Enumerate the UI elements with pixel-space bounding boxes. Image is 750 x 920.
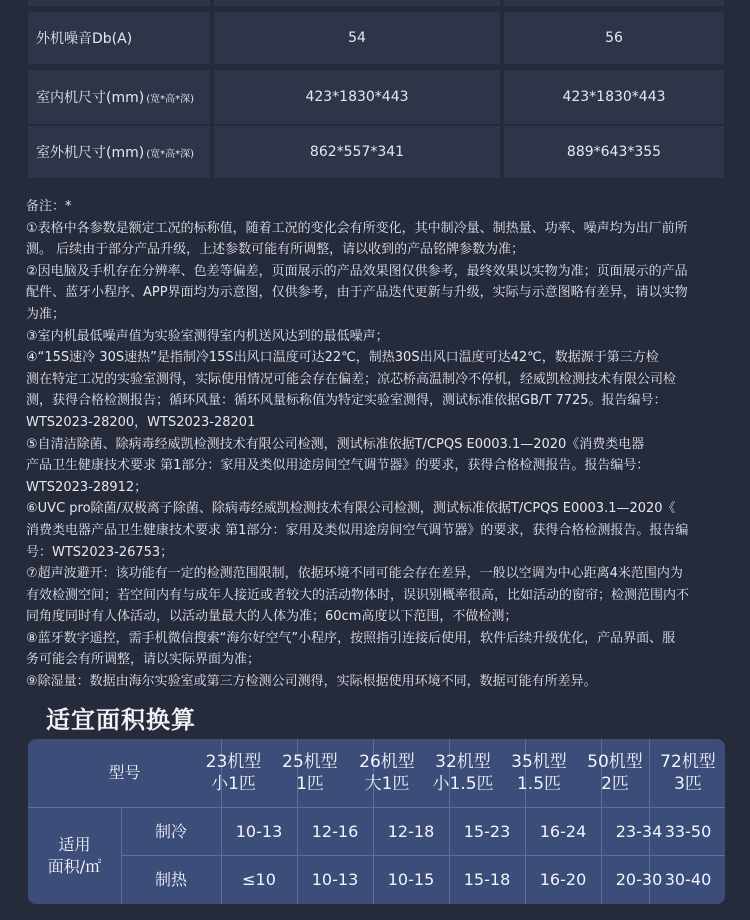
spec-label-unit: (宽*高*深) (146, 148, 195, 160)
spec-value-1 (214, 0, 500, 6)
note-line: ⑨除湿量：数据由海尔实验室或第三方检测公司测得，实际根据使用环境不同，数据可能有所差异。 (26, 674, 597, 690)
area-group-label-line2: 面积/㎡ (47, 857, 102, 876)
cooling-value: 12-16 (311, 821, 359, 841)
note-line: 有效检测空间；若空间内有与成年人接近或者较大的活动物体时，误识别概率很高，比如活动的窗帘；检测范围内不 (26, 587, 690, 603)
spec-label-text: 室外机尺寸(mm) (36, 145, 145, 161)
model-name: 26机型 (359, 752, 415, 772)
note-line: ②因电脑及手机存在分辨率、色差等偏差，页面展示的产品效果图仅供参考，最终效果以实物为准；页面展示的产品 (26, 263, 688, 279)
heating-value: 15-18 (463, 870, 511, 889)
model-header-cell (651, 739, 725, 807)
spec-label (28, 0, 210, 6)
note-line: 同角度同时有人体活动，以活动量最大的人体为准；60cm高度以下范围，不做检测； (26, 609, 518, 625)
note-line: ③室内机最低噪声值为实验室测得室内机送风达到的最低噪声； (26, 328, 389, 344)
model-name: 50机型 (587, 752, 643, 772)
model-power: 大1匹 (364, 774, 410, 794)
model-header-cell (576, 739, 654, 807)
note-line: WTS2023-28912； (26, 479, 148, 495)
heating-value: 20-30 (615, 870, 663, 889)
cooling-value: 10-13 (235, 821, 283, 841)
spec-value-1: 54 (214, 12, 500, 64)
model-header-cell (500, 739, 578, 807)
model-power: 3匹 (674, 774, 702, 794)
heating-value: 10-15 (387, 870, 435, 889)
model-power: 2匹 (601, 774, 629, 794)
note-line: ①表格中各参数是额定工况的标称值，随着工况的变化会有所变化，其中制冷量、制热量、功率、噪声均为出厂前所 (26, 220, 688, 236)
area-group-label (28, 808, 121, 904)
note-line: 配件、蓝牙小程序、APP界面均为示意图，仅供参考，由于产品迭代更新与升级，实际与示意图略有差异，请以实物 (26, 285, 688, 301)
model-header-cell (348, 739, 426, 807)
model-power: 小1匹 (211, 774, 256, 794)
spec-label-text: 外机噪音Db(A) (36, 31, 133, 47)
model-name: 25机型 (282, 752, 338, 772)
area-group-label-line1: 适用 (58, 835, 91, 854)
note-line: 号：WTS2023-26753； (26, 544, 174, 560)
heating-value: 30-40 (664, 870, 712, 889)
note-line: 测。 后续由于部分产品升级，上述参数可能有所调整，请以收到的产品铭牌参数为准； (26, 242, 525, 258)
notes-heading: 备注：* (26, 199, 72, 214)
spec-value-1: 862*557*341 (214, 126, 500, 178)
model-name: 32机型 (435, 752, 491, 772)
cooling-label: 制冷 (154, 821, 187, 841)
note-line: 为准； (26, 306, 66, 322)
note-line: WTS2023-28200，WTS2023-28201 (26, 414, 256, 430)
heating-label: 制热 (154, 870, 187, 889)
model-header-label: 型号 (108, 763, 141, 782)
model-power: 小1.5匹 (432, 774, 494, 794)
heating-value: ≤10 (242, 870, 276, 889)
spec-label-unit: (宽*高*深) (146, 93, 195, 105)
note-line: ⑦超声波避开：该功能有一定的检测范围限制，依据环境不同可能会存在差异，一般以空调为中心距离4米范围内为 (26, 566, 683, 582)
cooling-value: 33-50 (664, 821, 712, 841)
spec-value-2: 423*1830*443 (504, 70, 724, 124)
spec-value-2 (504, 0, 724, 6)
model-name: 35机型 (511, 752, 567, 772)
note-line: 测在特定工况的实验室测得，实际使用情况可能会存在偏差；凉芯桥高温制冷不停机，经威凯检测技术有限公司检 (26, 371, 677, 387)
spec-label-text: 室内机尺寸(mm) (36, 90, 145, 106)
notes (26, 196, 732, 693)
cooling-value: 23-34 (615, 821, 663, 841)
model-header-cell (424, 739, 502, 807)
model-name: 72机型 (660, 752, 716, 772)
model-power: 1匹 (296, 774, 324, 794)
note-line: ⑧蓝牙数字遥控，需手机微信搜索“海尔好空气”小程序，按照指引连接后使用，软件后续升级优化，产品界面、服 (26, 630, 676, 646)
spec-label (28, 126, 210, 178)
note-line: 产品卫生健康技术要求 第1部分：家用及类似用途房间空气调节器》的要求，获得合格检测报告。报告编号： (26, 458, 650, 474)
note-line: 消费类电器产品卫生健康技术要求 第1部分：家用及类似用途房间空气调节器》的要求，获得合格检测报告。报告编 (26, 522, 689, 538)
spec-label (28, 12, 210, 64)
model-name: 23机型 (205, 752, 262, 772)
spec-row (28, 70, 724, 124)
heating-value: 10-13 (311, 870, 359, 889)
note-line: ⑥UVC pro除菌/双极离子除菌、除病毒经威凯检测技术有限公司检测，测试标准依据T/CPQS E0003.1—2020《 (26, 501, 676, 517)
cooling-value: 12-18 (387, 821, 435, 841)
area-section-title: 适宜面积换算 (46, 706, 196, 734)
spec-row (28, 0, 724, 6)
cooling-value: 15-23 (463, 821, 511, 841)
area-table (28, 739, 725, 904)
spec-value-2: 889*643*355 (504, 126, 724, 178)
spec-label (28, 70, 210, 124)
cooling-value: 16-24 (539, 821, 587, 841)
spec-row (28, 126, 724, 178)
spec-row (28, 12, 724, 64)
heating-value: 16-20 (539, 870, 587, 889)
model-header-cell (271, 739, 349, 807)
note-line: 测，获得合格检测报告；循环风量：循环风量标称值为特定实验室测得，测试标准依据GB/T 7725。报告编号： (26, 393, 667, 409)
model-power: 1.5匹 (516, 774, 562, 794)
spec-value-2: 56 (504, 12, 724, 64)
spec-value-1: 423*1830*443 (214, 70, 500, 124)
model-header-cell (194, 739, 273, 807)
note-line: 务可能会有所调整，请以实际界面为准； (26, 652, 261, 668)
note-line: ④“15S速冷 30S速热”是指制冷15S出风口温度可达22℃，制热30S出风口温度可达42℃，数据源于第三方检 (26, 350, 659, 366)
note-line: ⑤自清洁除菌、除病毒经威凯检测技术有限公司检测，测试标准依据T/CPQS E0003.1—2020《消费类电器 (26, 436, 645, 452)
